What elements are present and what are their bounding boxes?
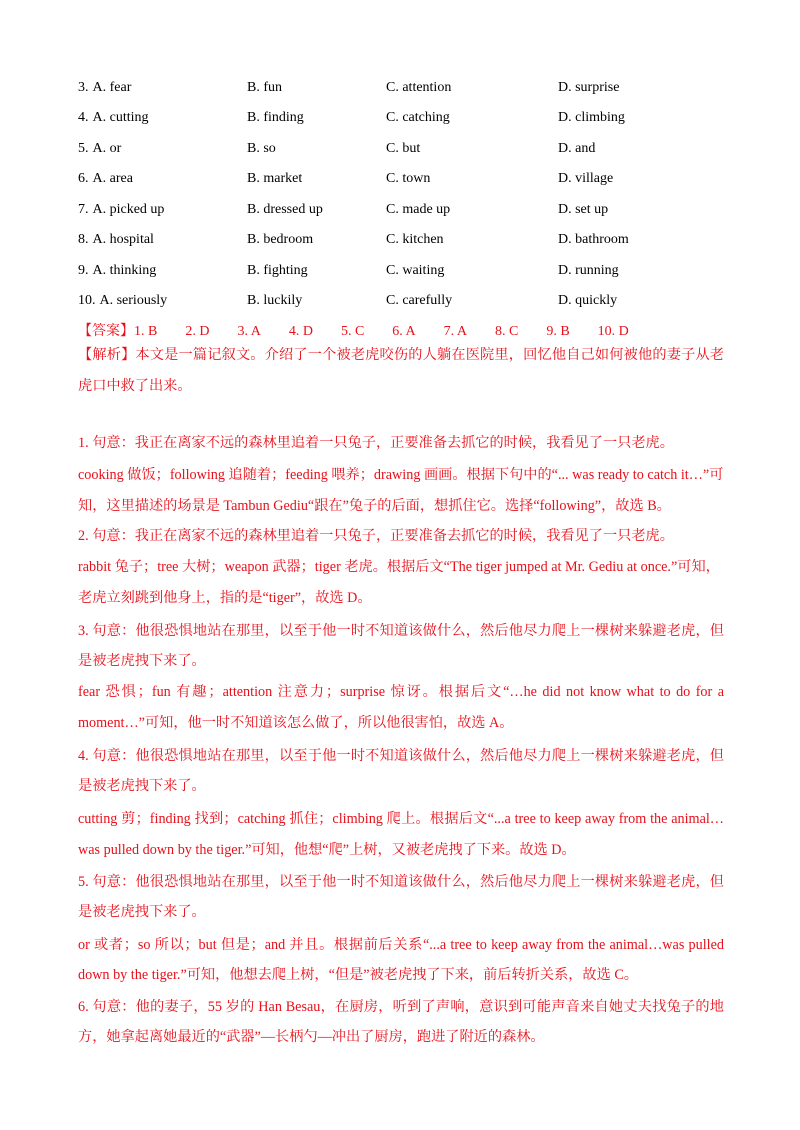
option-c: C. made up bbox=[386, 202, 451, 217]
answer-item: 1. B bbox=[134, 324, 158, 339]
option-d: D. bathroom bbox=[558, 232, 629, 247]
analysis-line: was pulled down by the tiger.”可知，他想“爬”上树，又被老虎拽了下来。故选 D。 bbox=[78, 842, 576, 858]
answer-item: 2. D bbox=[185, 324, 210, 339]
analysis-line: cutting 剪；finding 找到；catching 抓住；climbing 爬上。根据后文“...a tree to keep away from the animal… bbox=[78, 811, 724, 827]
analysis-line: 是被老虎拽下来了。 bbox=[78, 653, 206, 669]
option-d: D. climbing bbox=[558, 110, 625, 125]
option-a bbox=[78, 169, 133, 189]
answer-item: 9. B bbox=[546, 324, 570, 339]
option-a-text: A. seriously bbox=[99, 293, 168, 308]
answer-items bbox=[134, 324, 629, 339]
analysis-line: fear 恐惧；fun 有趣；attention 注意力；surprise 惊讶。根据后文“…he did not know what to do for a bbox=[78, 684, 724, 700]
option-a-text: A. thinking bbox=[92, 263, 157, 278]
analysis-line: 是被老虎拽下来了。 bbox=[78, 778, 206, 794]
analysis-line: 2. 句意：我正在离家不远的森林里追着一只兔子，正要准备去抓它的时候，我看见了一只老虎。 bbox=[78, 528, 674, 544]
option-a-text: A. picked up bbox=[92, 202, 165, 217]
option-a-text: A. cutting bbox=[92, 110, 149, 125]
option-d: D. surprise bbox=[558, 80, 620, 95]
option-c: C. kitchen bbox=[386, 232, 444, 247]
option-b: B. so bbox=[247, 141, 276, 156]
option-c: C. catching bbox=[386, 110, 450, 125]
option-c: C. town bbox=[386, 171, 431, 186]
analysis-line: moment…”可知，他一时不知道该怎么做了，所以他很害怕，故选 A。 bbox=[78, 715, 514, 731]
option-d: D. and bbox=[558, 141, 596, 156]
answer-item: 8. C bbox=[494, 324, 519, 339]
option-d: D. running bbox=[558, 263, 619, 278]
question-number: 10. bbox=[78, 293, 96, 308]
option-row bbox=[0, 291, 800, 311]
option-a bbox=[78, 230, 154, 250]
option-row bbox=[0, 78, 800, 98]
answer-item: 3. A bbox=[237, 324, 261, 339]
option-a-text: A. hospital bbox=[92, 232, 154, 247]
analysis-line: 3. 句意：他很恐惧地站在那里，以至于他一时不知道该做什么，然后他尽力爬上一棵树来躲避老虎，但 bbox=[78, 623, 724, 639]
analysis-line: down by the tiger.”可知，他想去爬上树，“但是”被老虎拽了下来，前后转折关系，故选 C。 bbox=[78, 967, 638, 983]
option-c: C. carefully bbox=[386, 293, 453, 308]
option-a bbox=[78, 78, 131, 98]
analysis-line: 1. 句意：我正在离家不远的森林里追着一只兔子，正要准备去抓它的时候，我看见了一只老虎。 bbox=[78, 435, 674, 451]
question-number: 8. bbox=[78, 232, 89, 247]
analysis-line: 是被老虎拽下来了。 bbox=[78, 904, 206, 920]
analysis-line: cooking 做饭；following 追随着；feeding 喂养；drawing 画画。根据下句中的“... was ready to catch it…”可 bbox=[78, 467, 724, 483]
answer-item: 4. D bbox=[288, 324, 313, 339]
option-row bbox=[0, 230, 800, 250]
analysis-line: 5. 句意：他很恐惧地站在那里，以至于他一时不知道该做什么，然后他尽力爬上一棵树来躲避老虎，但 bbox=[78, 874, 724, 890]
option-a bbox=[78, 108, 149, 128]
option-b: B. market bbox=[247, 171, 303, 186]
question-number: 4. bbox=[78, 110, 89, 125]
option-a bbox=[78, 200, 164, 220]
option-a bbox=[78, 291, 167, 311]
analysis-line: 【解析】本文是一篇记叙文。介绍了一个被老虎咬伤的人躺在医院里，回忆他自己如何被他的妻子从老 bbox=[78, 347, 724, 363]
answer-key bbox=[78, 322, 629, 342]
option-a-text: A. or bbox=[92, 141, 122, 156]
option-c: C. waiting bbox=[386, 263, 445, 278]
analysis-line: 知，这里描述的场景是 Tambun Gediu“跟在”兔子的后面，想抓住它。选择“following”，故选 B。 bbox=[78, 498, 671, 514]
analysis-line: rabbit 兔子；tree 大树；weapon 武器；tiger 老虎。根据后文“The tiger jumped at Mr. Gediu at once.”可知， bbox=[78, 559, 720, 575]
analysis-line: 4. 句意：他很恐惧地站在那里，以至于他一时不知道该做什么，然后他尽力爬上一棵树来躲避老虎，但 bbox=[78, 748, 724, 764]
option-b: B. dressed up bbox=[247, 202, 323, 217]
question-number: 6. bbox=[78, 171, 89, 186]
option-d: D. set up bbox=[558, 202, 609, 217]
option-c: C. but bbox=[386, 141, 421, 156]
question-number: 3. bbox=[78, 80, 89, 95]
option-a-text: A. area bbox=[92, 171, 133, 186]
answer-label: 【答案】 bbox=[78, 324, 134, 339]
option-b: B. fighting bbox=[247, 263, 308, 278]
answer-item: 5. C bbox=[340, 324, 365, 339]
analysis-line: 6. 句意：他的妻子，55 岁的 Han Besau，在厨房，听到了声响，意识到可能声音来自她丈夫找兔子的地 bbox=[78, 999, 724, 1015]
answer-item: 10. D bbox=[597, 324, 629, 339]
option-a bbox=[78, 139, 121, 159]
analysis-line: 虎口中救了出来。 bbox=[78, 378, 192, 394]
analysis-line: or 或者；so 所以；but 但是；and 并且。根据前后关系“...a tree to keep away from the animal…was pulled bbox=[78, 937, 724, 953]
option-row bbox=[0, 169, 800, 189]
option-row bbox=[0, 108, 800, 128]
option-a bbox=[78, 261, 156, 281]
question-number: 9. bbox=[78, 263, 89, 278]
option-row bbox=[0, 200, 800, 220]
answer-item: 7. A bbox=[443, 324, 467, 339]
option-c: C. attention bbox=[386, 80, 452, 95]
analysis-line: 方，她拿起离她最近的“武器”—长柄勺—冲出了厨房，跑进了附近的森林。 bbox=[78, 1029, 545, 1045]
option-b: B. luckily bbox=[247, 293, 303, 308]
option-b: B. bedroom bbox=[247, 232, 314, 247]
option-d: D. village bbox=[558, 171, 614, 186]
analysis-line: 老虎立刻跳到他身上，指的是“tiger”，故选 D。 bbox=[78, 590, 372, 606]
option-b: B. finding bbox=[247, 110, 304, 125]
question-number: 7. bbox=[78, 202, 89, 217]
answer-item: 6. A bbox=[392, 324, 416, 339]
option-b: B. fun bbox=[247, 80, 282, 95]
question-number: 5. bbox=[78, 141, 89, 156]
option-row bbox=[0, 261, 800, 281]
option-row bbox=[0, 139, 800, 159]
option-d: D. quickly bbox=[558, 293, 618, 308]
option-a-text: A. fear bbox=[92, 80, 132, 95]
